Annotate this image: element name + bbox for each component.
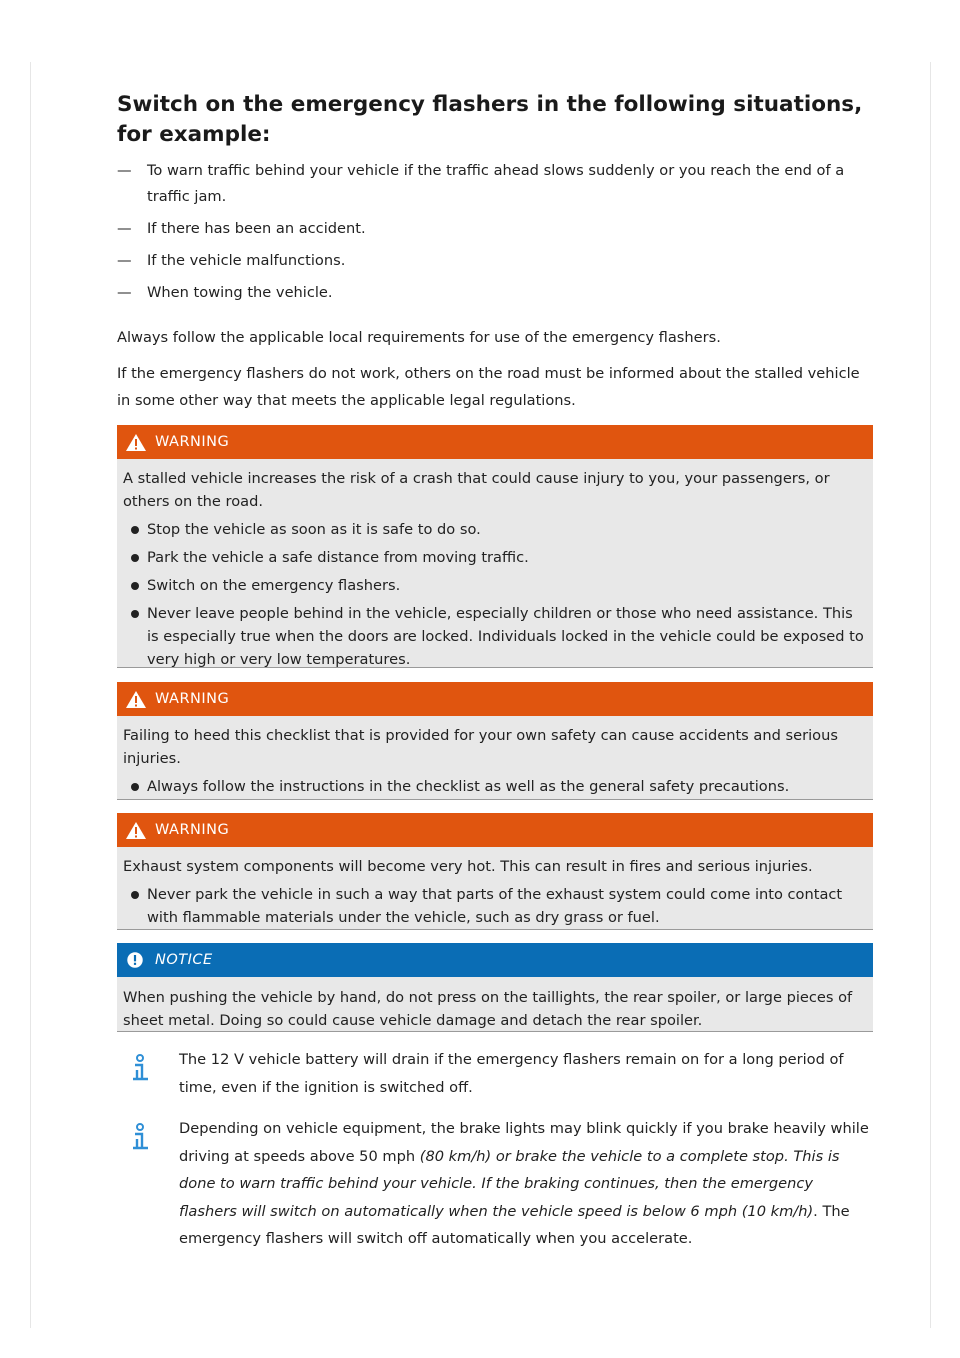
notice-box	[117, 943, 873, 1032]
warning-header	[117, 813, 873, 847]
notice-title: NOTICE	[155, 952, 213, 968]
info-note-brake-lights	[117, 1115, 873, 1253]
warning-text: Failing to heed this checklist that is provided for your own safety can cause accidents and serious injuries.	[123, 727, 838, 767]
page-margin-rule-right	[930, 62, 931, 1328]
situations-list	[117, 158, 873, 312]
page-margin-rule-left	[30, 62, 31, 1328]
list-item: — When towing the vehicle.	[117, 284, 333, 301]
warning-title: WARNING	[155, 691, 230, 707]
warning-box-checklist	[117, 682, 873, 800]
notice-text: When pushing the vehicle by hand, do not press on the taillights, the rear spoiler, or large pieces of sheet metal. Doing so could cause vehicle damage and detach the rear spoiler.	[123, 989, 853, 1029]
list-item: Never leave people behind in the vehicle, especially children or those who need assistance. This is especially true when the doors are locked. Individuals locked in the vehicle could be exposed to very high or very low temperatures.	[123, 602, 867, 671]
warning-header	[117, 682, 873, 716]
list-item: — If there has been an accident.	[117, 220, 366, 237]
warning-triangle-icon	[125, 433, 147, 452]
warning-box-stalled-vehicle	[117, 425, 873, 668]
list-item: Park the vehicle a safe distance from moving traffic.	[123, 546, 867, 569]
section-heading: Switch on the emergency flashers in the following situations, for example:	[117, 92, 863, 147]
notice-header	[117, 943, 873, 977]
warning-title: WARNING	[155, 434, 230, 450]
list-item: Never park the vehicle in such a way that parts of the exhaust system could come into contact with flammable materials under the vehicle, such as dry grass or fuel.	[123, 883, 867, 929]
warning-title: WARNING	[155, 822, 230, 838]
info-note-battery	[117, 1046, 873, 1101]
list-item: — To warn traffic behind your vehicle if the traffic ahead slows suddenly or you reach the end of a traffic jam.	[117, 162, 845, 205]
warning-box-exhaust	[117, 813, 873, 930]
list-item: — If the vehicle malfunctions.	[117, 252, 346, 269]
exclamation-circle-icon	[125, 950, 145, 970]
warning-triangle-icon	[125, 690, 147, 709]
info-icon	[129, 1054, 151, 1084]
warning-bullet-list	[123, 883, 867, 929]
warning-header	[117, 425, 873, 459]
list-item: Always follow the instructions in the checklist as well as the general safety precautions.	[123, 775, 867, 798]
warning-bullet-list	[123, 518, 867, 671]
warning-body	[117, 847, 873, 936]
warning-body	[117, 716, 873, 805]
warning-text: A stalled vehicle increases the risk of a crash that could cause injury to you, your passengers, or others on the road.	[123, 470, 830, 510]
notice-body	[117, 977, 873, 1044]
warning-triangle-icon	[125, 821, 147, 840]
list-item: Switch on the emergency flashers.	[123, 574, 867, 597]
info-icon	[129, 1123, 151, 1153]
local-requirements-paragraph: Always follow the applicable local requirements for use of the emergency flashers.	[117, 329, 721, 346]
warning-body	[117, 459, 873, 678]
info-note-text: The 12 V vehicle battery will drain if the emergency flashers remain on for a long period of time, even if the ignition is switched off.	[179, 1051, 844, 1096]
list-item: Stop the vehicle as soon as it is safe to do so.	[123, 518, 867, 541]
info-note-text: Depending on vehicle equipment, the brake lights may blink quickly if you brake heavily while driving at speeds above 50 mph (80 km/h) or brake the vehicle to a complete stop. This is done to warn traffic behind your vehicle. If the braking continues, then the emergency flashers will switch on automatically when the vehicle speed is below 6 mph (10 km/h). The emergency flashers will switch off automatically when you accelerate.	[179, 1120, 869, 1247]
warning-bullet-list	[123, 775, 867, 798]
stalled-vehicle-paragraph: If the emergency flashers do not work, others on the road must be informed about the stalled vehicle in some other way that meets the applicable legal regulations.	[117, 365, 860, 409]
warning-text: Exhaust system components will become very hot. This can result in fires and serious injuries.	[123, 858, 813, 875]
